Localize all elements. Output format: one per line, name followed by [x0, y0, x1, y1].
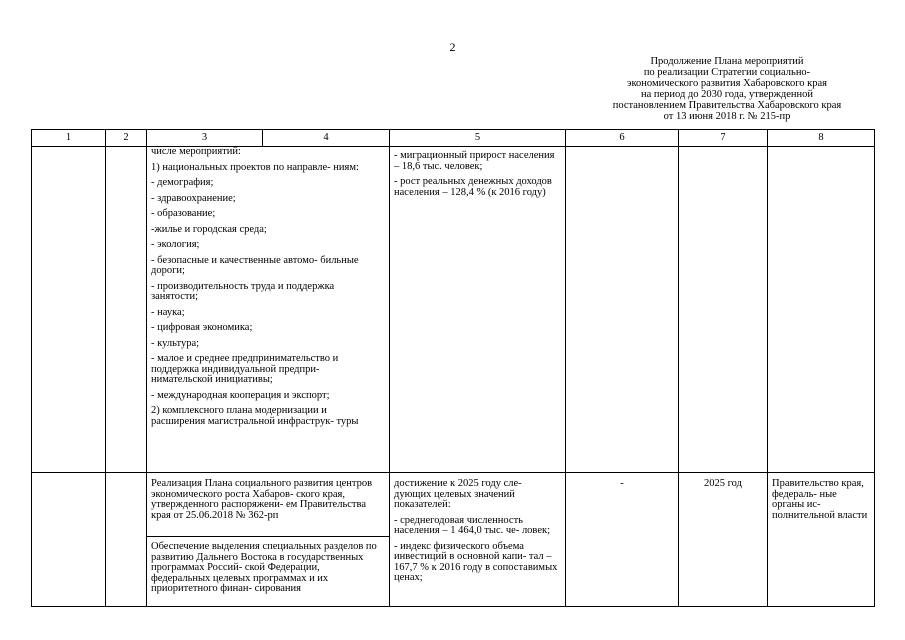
list-item: - рост реальных денежных доходов населения – 128,4 % (к 2016 году) — [394, 176, 552, 198]
table-cell — [106, 147, 147, 473]
page-number: 2 — [449, 40, 456, 54]
list-item: достижение к 2025 году сле- дующих целевых значений показателей: — [394, 478, 522, 510]
column-header: 7 — [679, 130, 768, 147]
list-item: - безопасные и качественные автомо- бильные дороги; — [151, 254, 359, 276]
measures-table — [31, 129, 875, 607]
header-line: на период до 2030 года, утвержденной — [640, 89, 814, 100]
measures-list-cell — [147, 147, 390, 473]
column-header: 5 — [390, 130, 566, 147]
measure-cell: Обеспечение выделения специальных разделов по развитию Дальнего Востока в государственных программах Россий- ской Федерации, федеральных целевых программах и их приоритетного финан- сирования — [147, 537, 390, 607]
table-cell — [32, 147, 106, 473]
column-header: 2 — [106, 130, 147, 147]
list-item: - демография; — [151, 177, 214, 188]
column-header: 3 — [147, 130, 263, 147]
header-line: от 13 июня 2018 г. № 215-пр — [663, 111, 791, 122]
list-item: - среднегодовая численность населения – 1 464,0 тыс. че- ловек; — [394, 514, 551, 536]
list-item: - производительность труда и поддержка занятости; — [151, 280, 335, 302]
deadline-cell: 2025 год — [679, 473, 768, 607]
table-cell — [32, 473, 106, 607]
responsible-cell: Правительство края, федераль- ные органы ис- полнительной власти — [768, 473, 875, 607]
indicators-cell — [390, 147, 566, 473]
table-row — [32, 147, 875, 473]
header-line: экономического развития Хабаровского края — [626, 78, 828, 89]
list-item: - здравоохранение; — [151, 192, 236, 204]
list-item: - индекс физического объема инвестиций в основной капи- тал – 167,7 % к 2016 году в сопоставимых ценах; — [394, 540, 558, 583]
list-item: - культура; — [151, 337, 200, 349]
header-line: по реализации Стратегии социально- — [643, 67, 811, 78]
list-item: -жилье и городская среда; — [151, 223, 267, 235]
list-item: числе мероприятий: — [151, 146, 241, 157]
column-header: 4 — [263, 130, 390, 147]
indicators-cell — [390, 473, 566, 607]
list-item: - малое и среднее предпринимательство и поддержка индивидуальной предпри- нимательской инициативы; — [151, 353, 339, 385]
list-item: - миграционный прирост населения – 18,6 тыс. человек; — [394, 150, 555, 172]
list-item: - цифровая экономика; — [151, 322, 253, 333]
list-item: 1) национальных проектов по направле- ниям: — [151, 161, 359, 173]
list-item: - экология; — [151, 239, 200, 250]
table-cell — [106, 473, 147, 607]
list-item: - наука; — [151, 306, 185, 318]
header-line: Продолжение Плана мероприятий — [650, 56, 804, 67]
column-header: 6 — [566, 130, 679, 147]
measure-cell: Реализация Плана социального развития центров экономического роста Хабаров- ского края, утвержденного распоряжени- ем Правительства края от 25.06.2018 № 362-рп — [147, 473, 390, 537]
table-cell — [768, 147, 875, 473]
table-cell — [566, 147, 679, 473]
list-item: - международная кооперация и экспорт; — [151, 389, 330, 401]
document-header-note — [582, 56, 872, 122]
column-number-row — [32, 130, 875, 147]
list-item: 2) комплексного плана модернизации и расширения магистральной инфраструк- туры — [151, 405, 359, 427]
table-row — [32, 473, 875, 537]
value-cell: - — [566, 473, 679, 607]
table-cell — [679, 147, 768, 473]
column-header: 1 — [32, 130, 106, 147]
header-line: постановлением Правительства Хабаровского края — [612, 100, 842, 111]
column-header: 8 — [768, 130, 875, 147]
list-item: - образование; — [151, 208, 216, 219]
